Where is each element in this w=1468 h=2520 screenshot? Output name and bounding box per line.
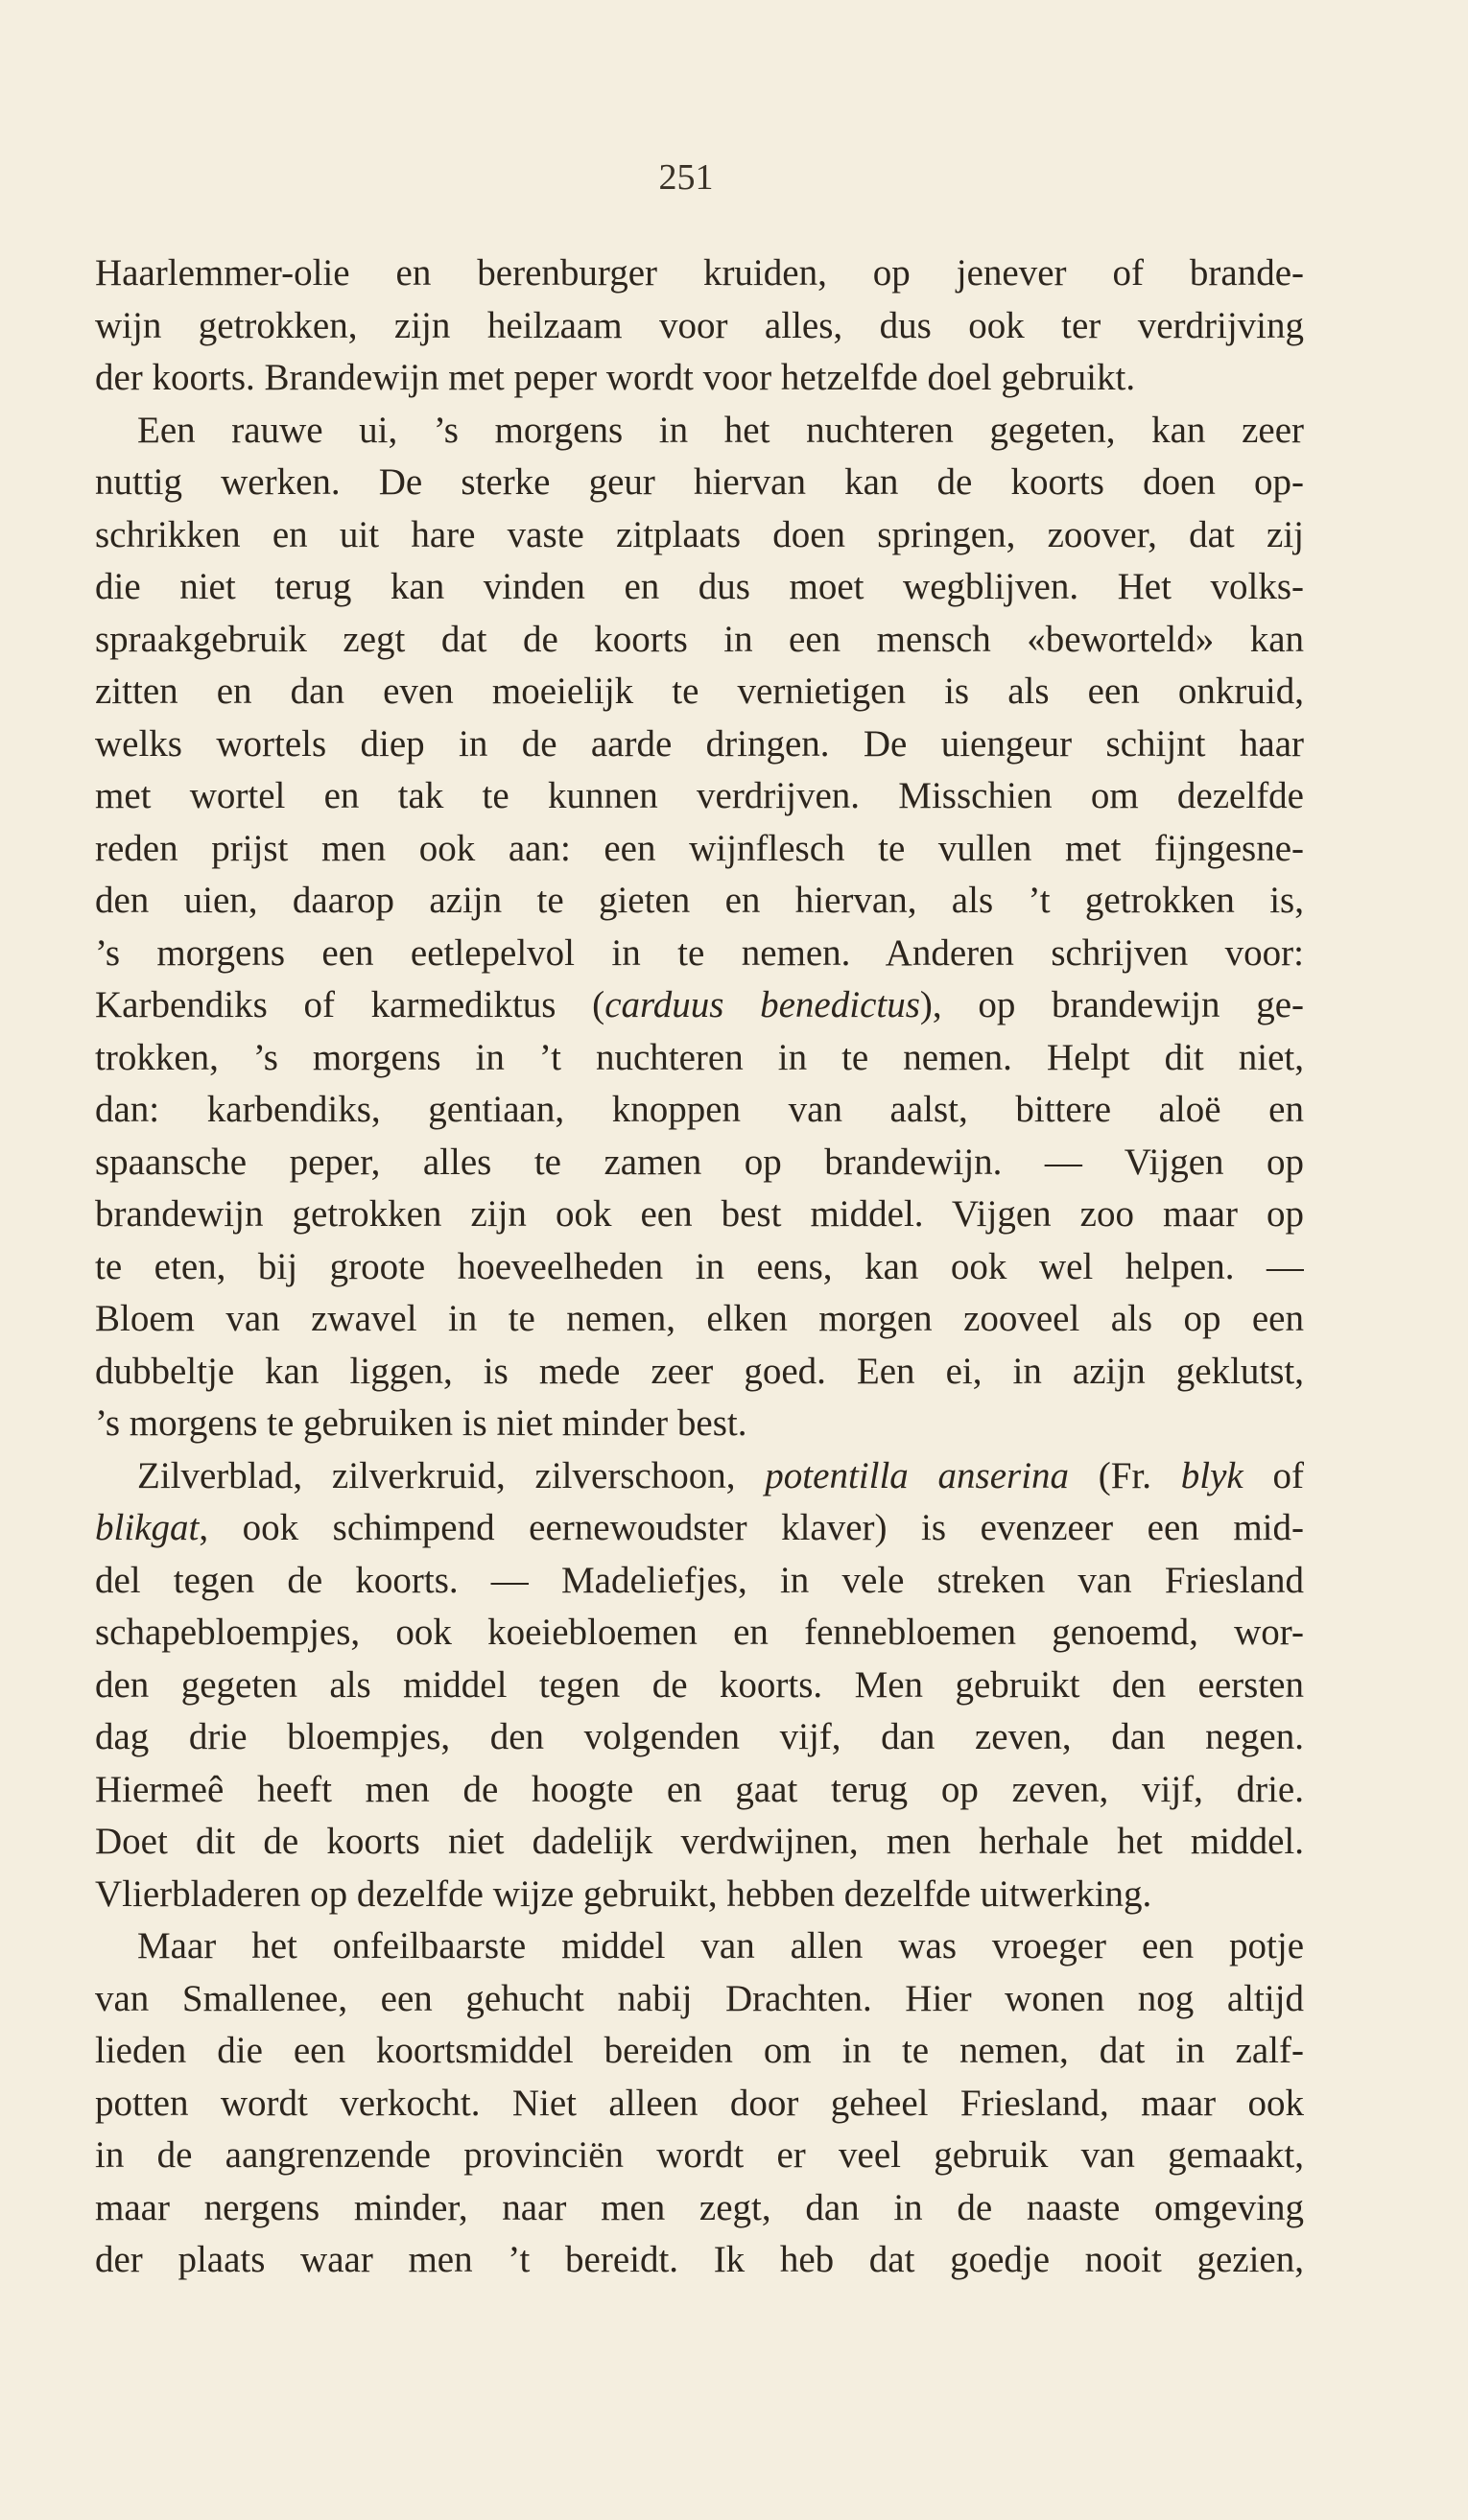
text-run: Karbendiks of karmediktus ( — [95, 984, 605, 1025]
text-line: spraakgebruik zegt dat de koorts in een mensch «beworteld» kan — [95, 618, 1304, 660]
text-line — [95, 979, 1304, 1032]
text-line: dan: karbendiks, gentiaan, knoppen van aalst, bittere aloë en — [95, 1089, 1304, 1130]
text-line: te eten, bij groote hoeveelheden in eens, kan ook wel helpen. — — [95, 1245, 1304, 1287]
text-line: Doet dit de koorts niet dadelijk verdwijnen, men herhale het middel. — [95, 1821, 1304, 1862]
text-line: wijn getrokken, zijn heilzaam voor alles, dus ook ter verdrijving — [95, 304, 1304, 346]
text-line — [95, 1502, 1304, 1555]
text-line: die niet terug kan vinden en dus moet wegblijven. Het volks- — [95, 566, 1304, 607]
text-line: Bloem van zwavel in te nemen, elken morgen zooveel als op een — [95, 1298, 1304, 1339]
text-line — [95, 1450, 1304, 1503]
latin-name: carduus benedictus — [604, 984, 920, 1025]
frisian-name: blyk — [1180, 1454, 1243, 1496]
text-line: Vlierbladeren op dezelfde wijze gebruikt, hebben dezelfde uitwerking. — [95, 1872, 1152, 1915]
text-line: welks wortels diep in de aarde dringen. De uiengeur schijnt haar — [95, 722, 1304, 765]
text-line: zitten en dan even moeielijk te vernietigen is als een onkruid, — [95, 671, 1304, 712]
text-line: potten wordt verkocht. Niet alleen door geheel Friesland, maar ook — [95, 2082, 1304, 2124]
text-line: van Smallenee, een gehucht nabij Drachten. Hier wonen nog altijd — [95, 1977, 1304, 2019]
text-run: of — [1243, 1454, 1304, 1496]
text-line: Een rauwe ui, ’s morgens in het nuchteren gegeten, kan zeer — [137, 409, 1304, 451]
text-line: spaansche peper, alles te zamen op brandewijn. — Vijgen op — [95, 1141, 1304, 1183]
text-line: nuttig werken. De sterke geur hiervan kan de koorts doen op- — [95, 461, 1304, 503]
latin-name: potentilla anserina — [765, 1454, 1070, 1496]
text-line: dag drie bloempjes, den volgenden vijf, dan zeven, dan negen. — [95, 1716, 1304, 1757]
text-run: (Fr. — [1069, 1454, 1181, 1496]
text-line: del tegen de koorts. — Madeliefjes, in vele streken van Friesland — [95, 1559, 1304, 1601]
text-line: maar nergens minder, naar men zegt, dan in de naaste omgeving — [95, 2186, 1304, 2228]
text-line: brandewijn getrokken zijn ook een best middel. Vijgen zoo maar op — [95, 1193, 1304, 1235]
text-line: schapebloempjes, ook koeiebloemen en fennebloemen genoemd, wor- — [95, 1612, 1304, 1653]
text-line: Maar het onfeilbaarste middel van allen was vroeger een potje — [137, 1925, 1304, 1967]
text-line: ’s morgens een eetlepelvol in te nemen. Anderen schrijven voor: — [95, 931, 1304, 974]
text-run: ), op brandewijn ge- — [919, 984, 1304, 1025]
frisian-name: blikgat — [95, 1507, 200, 1548]
text-line: met wortel en tak te kunnen verdrijven. Misschien om dezelfde — [95, 775, 1304, 816]
text-line: reden prijst men ook aan: een wijnflesch te vullen met fijngesne- — [95, 827, 1304, 869]
text-line: der plaats waar men ’t bereidt. Ik heb dat goedje nooit gezien, — [95, 2239, 1304, 2280]
text-line: den gegeten als middel tegen de koorts. Men gebruikt den eersten — [95, 1663, 1304, 1706]
text-line: Haarlemmer-olie en berenburger kruiden, op jenever of brande- — [95, 252, 1304, 294]
text-line: der koorts. Brandewijn met peper wordt voor hetzelfde doel gebruikt. — [95, 357, 1136, 398]
page-number: 251 — [658, 157, 714, 198]
text-line: ’s morgens te gebruiken is niet minder best. — [95, 1402, 747, 1444]
text-run: Zilverblad, zilverkruid, zilverschoon, — [137, 1454, 766, 1496]
text-line: trokken, ’s morgens in ’t nuchteren in te nemen. Helpt dit niet, — [95, 1036, 1304, 1078]
text-line: lieden die een koortsmiddel bereiden om in te nemen, dat in zalf- — [95, 2030, 1304, 2071]
text-line: in de aangrenzende provinciën wordt er veel gebruik van gemaakt, — [95, 2134, 1304, 2176]
body-text — [95, 247, 1304, 2287]
text-line: Hiermeê heeft men de hoogte en gaat terug op zeven, vijf, drie. — [95, 1768, 1304, 1810]
text-line: schrikken en uit hare vaste zitplaats doen springen, zoover, dat zij — [95, 513, 1304, 555]
text-line: dubbeltje kan liggen, is mede zeer goed. Een ei, in azijn geklutst, — [95, 1350, 1304, 1392]
text-line: den uien, daarop azijn te gieten en hiervan, als ’t getrokken is, — [95, 880, 1304, 921]
text-run: , ook schimpend eernewoudster klaver) is evenzeer een mid- — [199, 1507, 1304, 1548]
